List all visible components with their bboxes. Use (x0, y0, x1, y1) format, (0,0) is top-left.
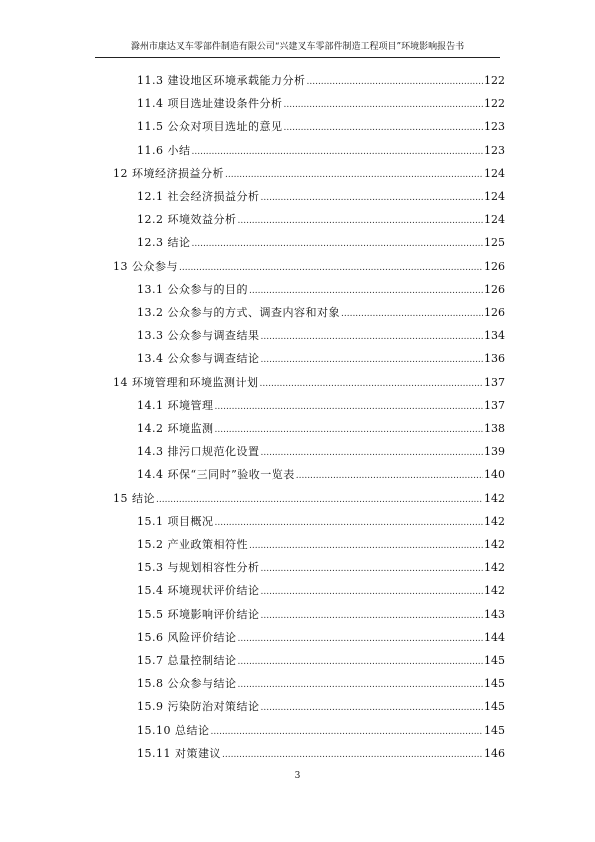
toc-entry-page: 122 (484, 97, 505, 111)
toc-entry[interactable] (137, 512, 505, 532)
toc-dot-leader (192, 234, 484, 254)
toc-entry[interactable] (137, 721, 505, 741)
toc-dot-leader (284, 118, 484, 138)
toc-entry-page: 137 (484, 375, 505, 389)
toc-entry-label: 15.11 对策建议 (137, 746, 221, 760)
toc-entry[interactable] (113, 257, 505, 277)
toc-entry[interactable] (137, 71, 505, 91)
toc-entry[interactable] (137, 628, 505, 648)
toc-dot-leader (261, 443, 484, 463)
toc-entry-page: 143 (484, 607, 505, 621)
toc-entry[interactable] (137, 419, 505, 439)
toc-entry[interactable] (137, 744, 505, 764)
toc-entry-label: 15 结论 (113, 491, 155, 505)
toc-dot-leader (211, 722, 484, 742)
toc-entry[interactable] (137, 674, 505, 694)
toc-dot-leader (156, 490, 483, 510)
toc-entry[interactable] (137, 187, 505, 207)
toc-entry[interactable] (113, 373, 505, 393)
toc-entry[interactable] (137, 396, 505, 416)
toc-entry-label: 15.8 公众参与结论 (137, 677, 237, 691)
toc-entry-label: 13.1 公众参与的目的 (137, 282, 248, 296)
toc-entry-label: 14.2 环境监测 (137, 422, 214, 435)
toc-entry-page: 142 (484, 538, 505, 551)
toc-dot-leader (261, 698, 484, 718)
toc-entry[interactable] (137, 581, 505, 601)
toc-entry-label: 11.3 建设地区环境承载能力分析 (137, 74, 306, 87)
toc-entry[interactable] (137, 280, 505, 300)
toc-entry-page: 124 (484, 190, 505, 203)
toc-entry-label: 15.4 环境现状评价结论 (137, 584, 260, 598)
toc-entry-label: 15.9 污染防治对策结论 (137, 700, 260, 714)
toc-entry-page: 142 (484, 584, 505, 598)
toc-entry[interactable] (137, 535, 505, 555)
toc-entry-page: 142 (484, 491, 505, 505)
toc-entry-label: 15.2 产业政策相符性 (137, 538, 248, 551)
toc-entry-label: 14.3 排污口规范化设置 (137, 445, 260, 459)
toc-entry-page: 138 (484, 422, 505, 435)
toc-dot-leader (261, 327, 484, 347)
toc-dot-leader (261, 559, 484, 579)
toc-entry[interactable] (137, 651, 505, 671)
toc-entry-label: 13.2 公众参与的方式、调查内容和对象 (137, 306, 340, 319)
toc-entry-label: 13.3 公众参与调查结果 (137, 329, 260, 343)
toc-entry-label: 15.3 与规划相容性分析 (137, 561, 260, 575)
toc-dot-leader (238, 211, 484, 231)
toc-dot-leader (261, 188, 484, 208)
toc-entry-page: 125 (484, 236, 505, 250)
toc-dot-leader (261, 606, 484, 626)
toc-entry-page: 139 (484, 445, 505, 459)
toc-entry[interactable] (137, 94, 505, 114)
toc-dot-leader (249, 536, 483, 556)
toc-dot-leader (215, 420, 484, 440)
toc-entry-page: 124 (484, 213, 505, 227)
toc-dot-leader (341, 304, 483, 324)
toc-entry-page: 145 (484, 654, 505, 667)
toc-entry-page: 123 (484, 120, 505, 134)
toc-entry[interactable] (137, 210, 505, 230)
toc-entry[interactable] (137, 442, 505, 462)
toc-entry-label: 11.5 公众对项目选址的意见 (137, 120, 283, 134)
toc-entry-page: 124 (484, 166, 505, 180)
toc-dot-leader (249, 281, 483, 301)
toc-entry-page: 126 (484, 282, 505, 296)
toc-dot-leader (284, 95, 484, 115)
toc-entry-label: 15.10 总结论 (137, 723, 210, 737)
toc-entry-label: 12.1 社会经济损益分析 (137, 190, 260, 203)
toc-dot-leader (215, 513, 484, 533)
toc-entry-page: 146 (484, 746, 505, 760)
toc-entry-label: 15.7 总量控制结论 (137, 654, 237, 667)
toc-dot-leader (307, 72, 484, 92)
toc-entry-label: 14.4 环保“三同时”验收一览表 (137, 468, 295, 482)
toc-dot-leader (260, 374, 484, 394)
running-header: 滁州市康达叉车零部件制造有限公司“兴建叉车零部件制造工程项目”环境影响报告书 (130, 42, 465, 52)
toc-dot-leader (261, 582, 484, 602)
toc-entry-page: 142 (484, 514, 505, 528)
toc-entry-label: 12.2 环境效益分析 (137, 213, 237, 227)
toc-entry-label: 12.3 结论 (137, 236, 191, 250)
toc-dot-leader (222, 745, 483, 765)
toc-entry-page: 144 (484, 630, 505, 644)
toc-entry-page: 145 (484, 700, 505, 714)
toc-entry-page: 136 (484, 352, 505, 366)
toc-entry[interactable] (113, 164, 505, 184)
toc-entry[interactable] (137, 326, 505, 346)
header-rule (95, 57, 500, 58)
toc-entry-page: 126 (484, 259, 505, 273)
toc-entry[interactable] (137, 465, 505, 485)
toc-entry[interactable] (137, 697, 505, 717)
toc-entry-label: 13 公众参与 (113, 259, 178, 273)
toc-entry[interactable] (137, 141, 505, 161)
toc-dot-leader (215, 397, 484, 417)
toc-entry-label: 11.4 项目选址建设条件分析 (137, 97, 283, 111)
toc-entry-page: 142 (484, 561, 505, 575)
toc-dot-leader (296, 466, 483, 486)
toc-dot-leader (238, 652, 484, 672)
toc-entry-label: 11.6 小结 (137, 143, 191, 157)
toc-entry[interactable] (137, 349, 505, 369)
toc-entry[interactable] (137, 605, 505, 625)
toc-entry-page: 137 (484, 398, 505, 412)
toc-entry-label: 14 环境管理和环境监测计划 (113, 375, 259, 389)
toc-entry-label: 12 环境经济损益分析 (113, 166, 224, 180)
page-number: 3 (294, 771, 301, 781)
toc-entry-page: 145 (484, 677, 505, 691)
toc-entry-label: 13.4 公众参与调查结论 (137, 352, 260, 366)
toc-entry[interactable] (137, 558, 505, 578)
toc-entry-label: 15.1 项目概况 (137, 514, 214, 528)
toc-entry-page: 140 (484, 468, 505, 482)
toc-entry-label: 15.6 风险评价结论 (137, 630, 237, 644)
toc-dot-leader (238, 675, 484, 695)
toc-dot-leader (261, 350, 484, 370)
toc-dot-leader (192, 142, 484, 162)
toc-dot-leader (238, 629, 484, 649)
toc-entry-page: 134 (484, 329, 505, 343)
toc-entry[interactable] (113, 489, 505, 509)
toc-dot-leader (225, 165, 483, 185)
toc-entry-label: 15.5 环境影响评价结论 (137, 607, 260, 621)
toc-entry-page: 123 (484, 143, 505, 157)
toc-entry-page: 145 (484, 723, 505, 737)
toc-entry-page: 126 (484, 306, 505, 319)
toc-entry[interactable] (137, 233, 505, 253)
toc-entry-page: 122 (484, 74, 505, 87)
toc-entry[interactable] (137, 117, 505, 137)
toc-dot-leader (179, 258, 483, 278)
toc-entry-label: 14.1 环境管理 (137, 398, 214, 412)
toc-entry[interactable] (137, 303, 505, 323)
